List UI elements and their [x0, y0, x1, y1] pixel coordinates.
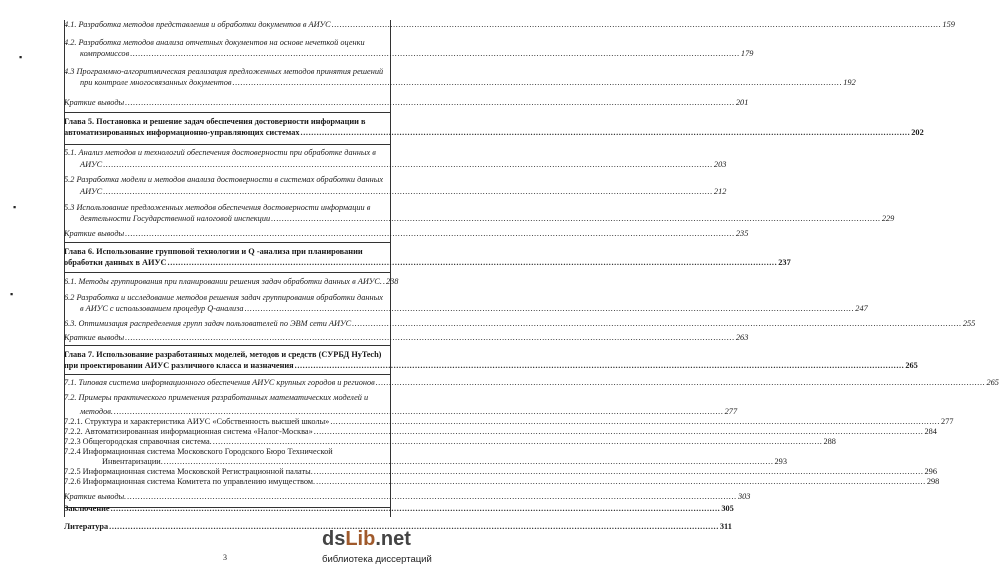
- toc-entry-title: Литература: [64, 522, 109, 531]
- toc-entry[interactable]: [64, 319, 976, 329]
- toc-entry-page: 305: [721, 504, 734, 513]
- chapter-heading-continuation[interactable]: [64, 258, 791, 268]
- chapter-heading[interactable]: [64, 117, 390, 127]
- toc-entry[interactable]: [64, 175, 390, 185]
- toc-entry-title: Краткие выводы.: [64, 492, 127, 501]
- toc-entry-title: 5.1. Анализ методов и технологий обеспечения достоверности при обработке данных в: [64, 148, 376, 157]
- toc-entry-title: 6.3. Оптимизация распределения групп задач пользователей по ЭВМ сети АИУС: [64, 319, 352, 328]
- toc-entry-continuation[interactable]: [80, 78, 856, 88]
- toc-entry-page: 179: [740, 49, 754, 58]
- toc-entry[interactable]: [64, 437, 836, 447]
- toc-entry-title: 6.2 Разработка и исследование методов решения задач группирования обработки данных: [64, 293, 383, 302]
- table-divider: [64, 144, 390, 145]
- toc-entry-title: 4.3 Программно-алгоритмическая реализация предложенных методов принятия решений: [64, 67, 384, 76]
- toc-entry-title: 7.2.6 Информационная система Комитета по управлению имуществом.: [64, 477, 316, 486]
- toc-entry-title: АИУС: [80, 187, 103, 196]
- toc-entry-page: 201: [735, 98, 749, 107]
- toc-entry[interactable]: [64, 229, 749, 239]
- toc-entry[interactable]: [64, 333, 749, 343]
- toc-entry-title: 4.1. Разработка методов представления и обработки документов в АИУС: [64, 20, 331, 29]
- toc-entry-title: Краткие выводы: [64, 229, 125, 238]
- toc-entry-title: 7.2.5 Информационная система Московской Регистрационной палаты.: [64, 467, 313, 476]
- chapter-title: Глава 7. Использование разработанных моделей, методов и средств (СУРБД HyTech): [64, 350, 382, 359]
- toc-entry-page: 237: [778, 258, 791, 267]
- scan-mark: ▪: [19, 52, 23, 62]
- chapter-heading[interactable]: [64, 247, 390, 257]
- toc-entry-title: 7.2. Примеры практического применения разработанных математических моделей и: [64, 393, 369, 402]
- toc-entry[interactable]: [64, 277, 399, 287]
- chapter-title: при проектировании АИУС различного класса и назначения: [64, 361, 294, 370]
- toc-entry-page: 293: [774, 457, 787, 466]
- scan-mark: ▪: [10, 289, 14, 299]
- toc-entry-title: в АИУС с использованием процедур Q-анализа: [80, 304, 244, 313]
- toc-entry[interactable]: [64, 67, 390, 77]
- toc-entry-page: 277: [941, 417, 954, 426]
- chapter-title: Глава 5. Постановка и решение задач обеспечения достоверности информации в: [64, 117, 366, 126]
- toc-entry[interactable]: [64, 293, 390, 303]
- toc-entry-continuation[interactable]: [102, 457, 787, 467]
- toc-entry-page: 255: [962, 319, 976, 328]
- toc-entry-title: АИУС: [80, 160, 103, 169]
- toc-entry-title: Краткие выводы: [64, 98, 125, 107]
- toc-entry-page: 203: [713, 160, 727, 169]
- toc-entry[interactable]: [64, 417, 954, 427]
- toc-entry-page: 202: [911, 128, 924, 137]
- toc-entry[interactable]: [64, 148, 390, 158]
- toc-entry-page: 192: [843, 78, 856, 87]
- toc-entry-page: 263: [735, 333, 749, 342]
- toc-entry-title: 7.2.2. Автоматизированная информационная система «Налог-Москва»: [64, 427, 313, 436]
- table-divider: [64, 345, 390, 346]
- chapter-title: обработки данных в АИУС: [64, 258, 167, 267]
- toc-entry-title: 7.2.4 Информационная система Московского Городского Бюро Технической: [64, 447, 333, 456]
- toc-entry-continuation[interactable]: [80, 304, 868, 314]
- toc-entry-title: 7.2.3 Общегородская справочная система.: [64, 437, 212, 446]
- toc-entry-continuation[interactable]: [80, 187, 727, 197]
- toc-entry-title: деятельности Государственной налоговой инспекции: [80, 214, 271, 223]
- watermark: [322, 528, 442, 572]
- toc-entry-title: компромиссов: [80, 49, 130, 58]
- toc-entry-title: 7.1. Типовая система информационного обеспечения АИУС крупных городов и регионов: [64, 378, 375, 387]
- chapter-title: автоматизированных информационно-управляющих системах: [64, 128, 300, 137]
- toc-entry-page: 159: [942, 20, 955, 29]
- toc-entry-title: при контроле многосвязанных документов: [80, 78, 232, 87]
- toc-entry-title: 5.2 Разработка модели и методов анализа достоверности в системах обработки данных: [64, 175, 384, 184]
- table-divider: [64, 112, 390, 113]
- toc-entry-page: 265: [905, 361, 918, 370]
- page-number: 3: [223, 553, 227, 562]
- toc-entry-title: Инвентаризации.: [102, 457, 163, 466]
- toc-entry-title: методов.: [80, 407, 113, 416]
- table-divider: [64, 272, 390, 273]
- chapter-title: Глава 6. Использование групповой технологии и Q -анализа при планировании: [64, 247, 363, 256]
- scan-mark: ▪: [13, 202, 17, 212]
- toc-entry-page: 247: [855, 304, 868, 313]
- toc-entry-continuation[interactable]: [80, 49, 754, 59]
- toc-entry-title: 4.2. Разработка методов анализа отчетных документов на основе нечеткой оценки: [64, 38, 365, 47]
- toc-entry[interactable]: [64, 447, 390, 457]
- toc-entry[interactable]: [64, 378, 999, 388]
- toc-entry-title: Краткие выводы: [64, 333, 125, 342]
- toc-entry-page: 238: [386, 277, 399, 286]
- toc-entry-page: 235: [735, 229, 749, 238]
- toc-entry[interactable]: [64, 427, 937, 437]
- toc-entry-title: Заключение: [64, 504, 110, 513]
- toc-entry[interactable]: [64, 38, 390, 48]
- toc-entry-page: 229: [881, 214, 895, 223]
- chapter-heading-continuation[interactable]: [64, 361, 918, 371]
- chapter-heading[interactable]: [64, 350, 390, 360]
- toc-entry-continuation[interactable]: [80, 160, 727, 170]
- toc-entry[interactable]: [64, 203, 390, 213]
- toc-entry-conclusion[interactable]: [64, 504, 734, 514]
- toc-entry-page: 296: [924, 467, 937, 476]
- toc-entry-continuation[interactable]: [80, 407, 738, 417]
- toc-entry-page: 212: [713, 187, 727, 196]
- toc-entry[interactable]: [64, 20, 955, 30]
- toc-entry-page: 298: [926, 477, 940, 486]
- toc-entry-title: 7.2.1. Структура и характеристика АИУС «Собственность высшей школы»: [64, 417, 330, 426]
- toc-entry-page: 311: [719, 522, 732, 531]
- toc-entry[interactable]: [64, 393, 390, 403]
- toc-entry-page: 265: [986, 378, 999, 387]
- toc-entry-page: 288: [823, 437, 836, 446]
- toc-entry[interactable]: [64, 467, 937, 477]
- watermark-subtitle: библиотека диссертаций: [322, 554, 432, 565]
- toc-entry[interactable]: [64, 98, 749, 108]
- watermark-logo: dsLib.net: [322, 528, 411, 550]
- toc-entry-page: 277: [724, 407, 738, 416]
- toc-entry-title: 6.1. Методы группирования при планировании решения задач обработки данных в АИУС.: [64, 277, 382, 286]
- chapter-heading-continuation[interactable]: [64, 128, 924, 138]
- toc-entry-page: 303: [737, 492, 751, 501]
- toc-entry-page: 284: [924, 427, 937, 436]
- table-divider: [64, 242, 390, 243]
- toc-entry[interactable]: [64, 492, 751, 502]
- toc-entry[interactable]: [64, 477, 940, 487]
- toc-entry-continuation[interactable]: [80, 214, 895, 224]
- toc-entry-title: 5.3 Использование предложенных методов обеспечения достоверности информации в: [64, 203, 371, 212]
- table-divider: [64, 374, 390, 375]
